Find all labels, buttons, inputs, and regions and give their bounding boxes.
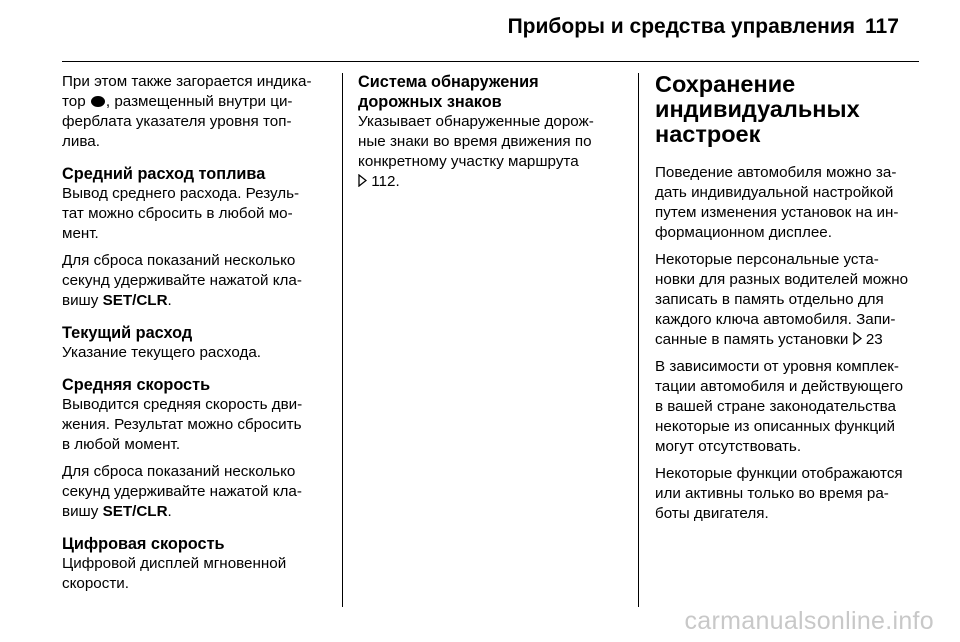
- text-line: Некоторые персональные уста-: [655, 251, 879, 268]
- text-line: Выводится средняя скорость дви-: [62, 396, 303, 413]
- text-line: Указание текущего расхода.: [62, 344, 262, 361]
- text-line: тации автомобиля и действующего: [655, 378, 904, 395]
- text-fragment: вишу: [62, 503, 103, 520]
- avg-fuel-p1: [62, 184, 332, 244]
- column-1: [62, 72, 332, 601]
- column-3: [655, 72, 930, 531]
- heading-avg-fuel: Средний расход топлива: [62, 165, 266, 183]
- button-name: SET/CLR: [102, 503, 168, 520]
- page-reference: 23: [865, 331, 883, 348]
- traffic-signs-p1: [358, 112, 623, 192]
- text-line: Поведение автомобиля можно за-: [655, 164, 897, 181]
- header-rule: [62, 61, 919, 62]
- text-fragment: , размещенный внутри ци-: [105, 93, 293, 110]
- text-line: дать индивидуальной настройкой: [655, 184, 894, 201]
- settings-p1: [655, 163, 930, 243]
- text-line: новки для разных водителей можно: [655, 271, 909, 288]
- text-line: секунд удерживайте нажатой кла-: [62, 272, 302, 289]
- heading-line: Система обнаружения: [358, 73, 539, 91]
- settings-p2: [655, 250, 930, 350]
- text-fragment: санные в память установки: [655, 331, 853, 348]
- text-line: [655, 330, 930, 350]
- column-2: [358, 72, 623, 199]
- heading-line: дорожных знаков: [358, 93, 502, 111]
- intro-paragraph: [62, 72, 332, 152]
- page-reference: 112.: [371, 173, 400, 190]
- text-line: жения. Результат можно сбросить: [62, 416, 302, 433]
- text-fragment: .: [167, 292, 172, 309]
- text-line: конкретному участку маршрута: [358, 153, 579, 170]
- text-line: формационном дисплее.: [655, 224, 832, 241]
- heading-line: индивидуальных: [655, 96, 860, 122]
- text-line: [62, 502, 332, 522]
- heading-personal-settings: [655, 72, 930, 147]
- text-line: каждого ключа автомобиля. Запи-: [655, 311, 896, 328]
- text-line: [62, 291, 332, 311]
- text-line: Для сброса показаний несколько: [62, 252, 296, 269]
- page-reference-icon: [358, 174, 367, 187]
- text-line: могут отсутствовать.: [655, 438, 802, 455]
- text-fragment: тор: [62, 93, 86, 110]
- text-line: При этом также загорается индика-: [62, 73, 312, 90]
- text-line: Некоторые функции отображаются: [655, 465, 903, 482]
- header-title: Приборы и средства управления: [507, 15, 855, 38]
- heading-cur-fuel: Текущий расход: [62, 324, 193, 342]
- text-line: записать в память отдельно для: [655, 291, 884, 308]
- text-line: Для сброса показаний несколько: [62, 463, 296, 480]
- heading-avg-speed: Средняя скорость: [62, 376, 211, 394]
- text-line: ные знаки во время движения по: [358, 133, 592, 150]
- column-divider-2: [638, 73, 639, 607]
- heading-line: настроек: [655, 121, 761, 147]
- text-line: путем изменения установок на ин-: [655, 204, 899, 221]
- text-line: лива.: [62, 133, 100, 150]
- indicator-dot-icon: [91, 96, 105, 107]
- cur-fuel-p1: [62, 343, 332, 363]
- watermark: carmanualsonline.info: [684, 607, 934, 635]
- text-line: или активны только во время ра-: [655, 485, 889, 502]
- text-line: Вывод среднего расхода. Резуль-: [62, 185, 300, 202]
- page-reference-icon: [853, 332, 862, 345]
- heading-dig-speed: Цифровая скорость: [62, 535, 225, 553]
- dig-speed-p1: [62, 554, 332, 594]
- text-line: мент.: [62, 225, 99, 242]
- text-line: секунд удерживайте нажатой кла-: [62, 483, 302, 500]
- text-line: тат можно сбросить в любой мо-: [62, 205, 293, 222]
- settings-p4: [655, 464, 930, 524]
- heading-traffic-signs: [358, 72, 623, 112]
- text-line: в любой момент.: [62, 436, 181, 453]
- text-line: Указывает обнаруженные дорож-: [358, 113, 594, 130]
- text-line: [358, 172, 623, 192]
- avg-fuel-p2: [62, 251, 332, 311]
- settings-p3: [655, 357, 930, 457]
- text-fragment: вишу: [62, 292, 103, 309]
- text-line: в вашей стране законодательства: [655, 398, 897, 415]
- text-fragment: .: [167, 503, 172, 520]
- text-line: В зависимости от уровня комплек-: [655, 358, 899, 375]
- text-line: некоторые из описанных функций: [655, 418, 896, 435]
- page-number: 117: [865, 15, 899, 38]
- avg-speed-p1: [62, 395, 332, 455]
- heading-line: Сохранение: [655, 71, 796, 97]
- text-line: боты двигателя.: [655, 505, 769, 522]
- column-divider-1: [342, 73, 343, 607]
- text-line: скорости.: [62, 575, 130, 592]
- text-line: Цифровой дисплей мгновенной: [62, 555, 287, 572]
- avg-speed-p2: [62, 462, 332, 522]
- text-line: [62, 92, 332, 112]
- button-name: SET/CLR: [102, 292, 168, 309]
- text-line: ферблата указателя уровня топ-: [62, 113, 292, 130]
